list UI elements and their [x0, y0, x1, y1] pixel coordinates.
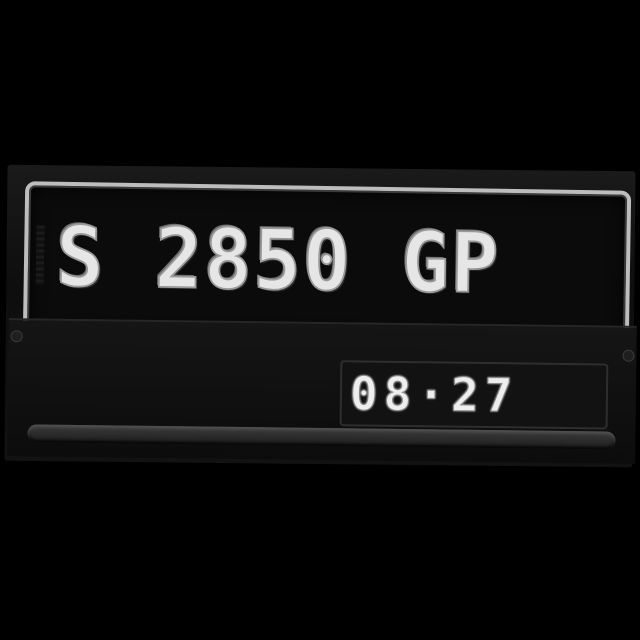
- screw-icon: [622, 350, 634, 362]
- screw-icon: [11, 330, 23, 342]
- plate-number: S 2850 GP: [55, 208, 501, 312]
- expiry-tag: [340, 360, 609, 429]
- expiry-date: 08·27: [349, 366, 519, 423]
- plate-holder: [7, 318, 637, 464]
- plate-stamp-marks: [36, 225, 45, 285]
